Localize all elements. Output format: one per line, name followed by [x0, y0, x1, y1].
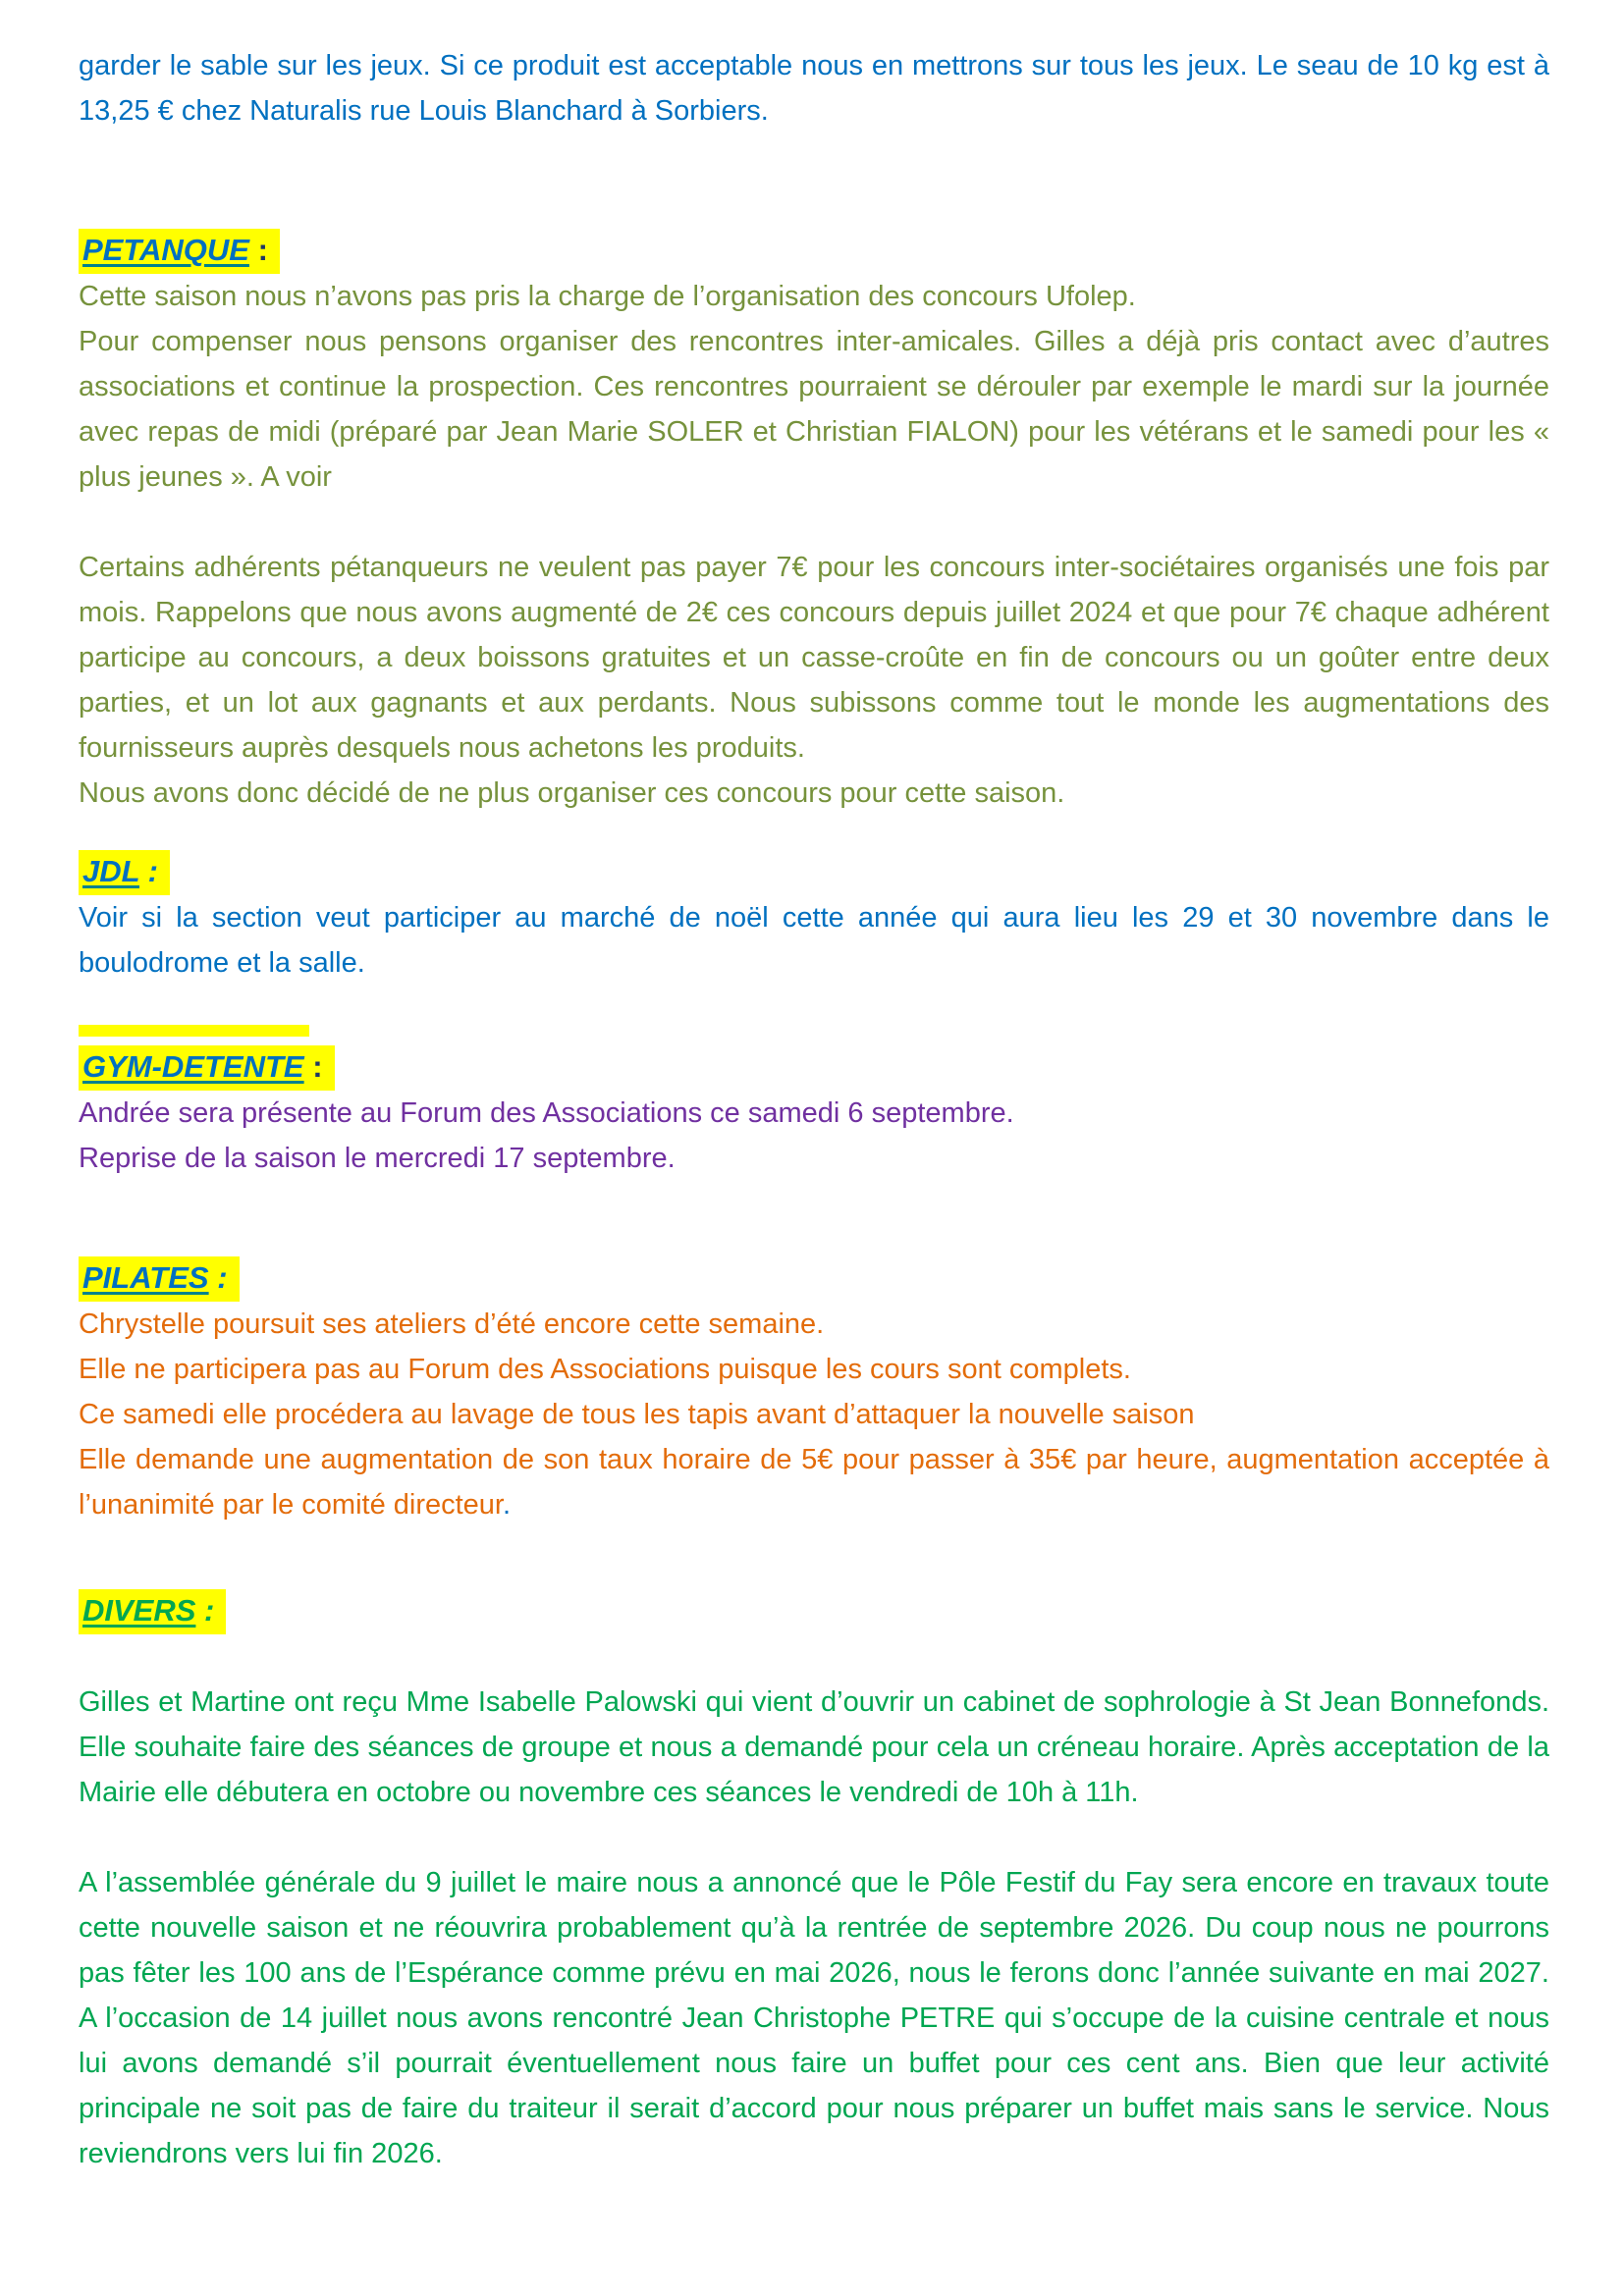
heading-highlight [79, 1589, 226, 1634]
heading-colon: : [195, 1593, 215, 1628]
petanque-paragraph-3: Certains adhérents pétanqueurs ne veulent pas payer 7€ pour les concours inter-sociétaires organisés une fois par mois. Rappelons que nous avons augmenté de 2€ ces concours depuis juillet 2024 et que pour 7€ chaque adhérent participe au concours, a deux boissons gratuites et un casse-croûte en fin de concours ou un goûter entre deux parties, et un lot aux gagnants et aux perdants. Nous subissons comme tout le monde les augmentations des fournisseurs auprès desquels nous achetons les produits. [79, 552, 1549, 764]
heading-highlight [79, 1045, 335, 1091]
intro-paragraph: garder le sable sur les jeux. Si ce produit est acceptable nous en mettrons sur tous les jeux. Le seau de 10 kg est à 13,25 € chez Naturalis rue Louis Blanchard à Sorbiers. [79, 50, 1549, 127]
petanque-paragraph-2: Pour compenser nous pensons organiser des rencontres inter-amicales. Gilles a déjà pris contact avec d’autres associations et continue la prospection. Ces rencontres pourraient se dérouler par exemple le mardi sur la journée avec repas de midi (préparé par Jean Marie SOLER et Christian FIALON) pour les vétérans et le samedi pour les « plus jeunes ». A voir [79, 326, 1549, 493]
pilates-paragraph-1: Chrystelle poursuit ses ateliers d’été encore cette semaine. [79, 1308, 825, 1340]
heading-colon: : [248, 233, 268, 267]
pilates-paragraph-3: Ce samedi elle procédera au lavage de tous les tapis avant d’attaquer la nouvelle saison [79, 1399, 1195, 1430]
divers-paragraph-2: A l’assemblée générale du 9 juillet le maire nous a annoncé que le Pôle Festif du Fay sera encore en travaux toute cette nouvelle saison et ne réouvrira probablement qu’à la rentrée de septembre 2026. Du coup nous ne pourrons pas fêter les 100 ans de l’Espérance comme prévu en mai 2026, nous le ferons donc l’année suivante en mai 2027. A l’occasion de 14 juillet nous avons rencontré Jean Christophe PETRE qui s’occupe de la cuisine centrale et nous lui avons demandé s’il pourrait éventuellement nous faire un buffet pour ces cent ans. Bien que leur activité principale ne soit pas de faire du traiteur il serait d’accord pour nous préparer un buffet mais sans le service. Nous reviendrons vers lui fin 2026. [79, 1867, 1549, 2169]
heading-colon: : [208, 1260, 228, 1295]
heading-title: PETANQUE [82, 233, 249, 267]
heading-highlight [79, 850, 170, 895]
heading-title: PILATES [82, 1260, 209, 1295]
heading-title: JDL [82, 854, 140, 888]
heading-title: DIVERS [82, 1593, 196, 1628]
section-heading-pilates [79, 1252, 1549, 1302]
heading-title: GYM-DETENTE [82, 1049, 304, 1084]
jdl-paragraph-1: Voir si la section veut participer au marché de noël cette année qui aura lieu les 29 et 30 novembre dans le boulodrome et la salle. [79, 902, 1549, 979]
pilates-paragraph-4 [79, 1437, 1549, 1527]
gym-paragraph-2: Reprise de la saison le mercredi 17 septembre. [79, 1143, 676, 1174]
pilates-final-period: . [502, 1489, 512, 1521]
section-heading-gym-detente [79, 1041, 1549, 1091]
heading-highlight [79, 229, 280, 274]
petanque-paragraph-1: Cette saison nous n’avons pas pris la charge de l’organisation des concours Ufolep. [79, 281, 1136, 312]
heading-colon: : [139, 854, 158, 888]
heading-colon: : [303, 1049, 323, 1084]
section-heading-jdl [79, 845, 1549, 895]
divers-paragraph-1: Gilles et Martine ont reçu Mme Isabelle Palowski qui vient d’ouvrir un cabinet de sophrologie à St Jean Bonnefonds. Elle souhaite faire des séances de groupe et nous a demandé pour cela un créneau horaire. Après acceptation de la Mairie elle débutera en octobre ou novembre ces séances le vendredi de 10h à 11h. [79, 1686, 1549, 1808]
section-heading-divers [79, 1584, 1549, 1634]
pilates-paragraph-2: Elle ne participera pas au Forum des Associations puisque les cours sont complets. [79, 1354, 1131, 1385]
section-heading-petanque [79, 224, 1549, 274]
gym-paragraph-1: Andrée sera présente au Forum des Associations ce samedi 6 septembre. [79, 1097, 1014, 1129]
pilates-paragraph-4-text: Elle demande une augmentation de son taux horaire de 5€ pour passer à 35€ par heure, augmentation acceptée à l’unanimité par le comité directeur [79, 1444, 1549, 1521]
highlight-strip [79, 1025, 309, 1037]
heading-highlight [79, 1256, 240, 1302]
petanque-paragraph-4: Nous avons donc décidé de ne plus organiser ces concours pour cette saison. [79, 777, 1065, 809]
